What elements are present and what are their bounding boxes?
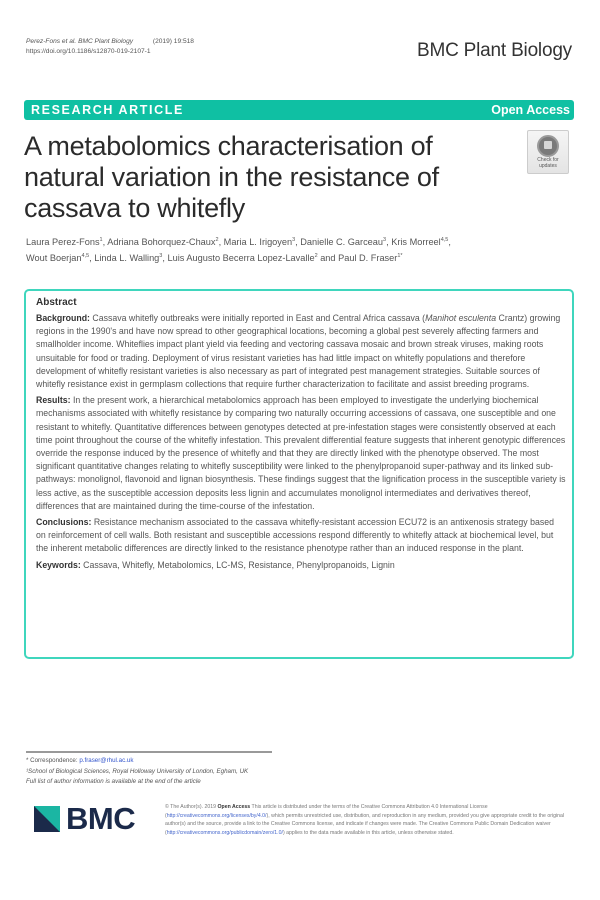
authors-conjunction: and bbox=[320, 253, 336, 264]
author: Luis Augusto Becerra Lopez-Lavalle$^2$ bbox=[167, 253, 318, 264]
section-label: Results: bbox=[36, 395, 71, 406]
check-for-updates-line2: updates bbox=[539, 162, 557, 169]
author: Danielle C. Garceau$^3$ bbox=[300, 237, 387, 248]
license-statement: © The Author(s). 2019 Open Access This article is distributed under the terms of the Creative Commons Attribution 4.0 International License (http://creativecommons.org/licenses/by/4.0/), which permits unrestricted use, distribution, and reproduction in any medium, provided you give appropriate credit to the original author(s) and the source, provide a link to the Creative Commons license, and indicate if changes were made. The Creative Commons Public Domain Dedication waiver (http://creativecommons.org/publicdomain/zero/1.0/) applies to the data made available in this article, unless otherwise stated. bbox=[165, 804, 565, 836]
section-label: Background: bbox=[36, 313, 90, 323]
doi-link[interactable]: https://doi.org/10.1186/s12870-019-2107-1 bbox=[26, 48, 151, 55]
article-type-banner bbox=[24, 100, 574, 120]
check-for-updates-button[interactable] bbox=[527, 130, 569, 174]
article-type: RESEARCH ARTICLE bbox=[31, 103, 184, 117]
citation-header bbox=[26, 37, 194, 57]
bmc-logo bbox=[34, 801, 136, 836]
article-title: A metabolomics characterisation of natural variation in the resistance of cassava to whitefly bbox=[24, 131, 439, 223]
check-for-updates-line1: Check for bbox=[537, 157, 559, 163]
full-author-info-note: Full list of author information is available at the end of the article bbox=[26, 778, 201, 785]
correspondence: * Correspondence: p.fraser@rhul.ac.uk bbox=[26, 757, 134, 764]
abstract-keywords: Keywords: Cassava, Whitefly, Metabolomics, LC-MS, Resistance, Phenylpropanoids, Lignin bbox=[36, 559, 395, 570]
author: Wout Boerjan$^{4,5}$ bbox=[26, 253, 90, 264]
abstract-heading: Abstract bbox=[36, 297, 77, 308]
citation-authors: Perez-Fons et al. bbox=[26, 38, 77, 45]
open-access-label: Open Access bbox=[491, 103, 570, 117]
bmc-logo-mark-icon bbox=[34, 806, 60, 832]
abstract-results: Results: In the present work, a hierarchical metabolomics approach has been employed to investigate the underlying biochemical mechanisms associated with whitefly resistance by comparing two naturally occurring accessions of cassava, one susceptible and one resistant to whitefly. Quantitative differences between genotypes detected at pre-infestation stages were consistently observed at each time point throughout the course of the whitefly infestation. This prevalent differential feature suggests that inherent genotypic differences override the response induced by the presence of whitefly and that they are directly linked with the phenotype observed. The most significant quantitative changes relating to whitefly susceptibility were linked to the phenylpropanoid super-pathway and its linked sub-pathways: monolignol, flavonoid and lignan biosynthesis. These findings suggest that the lignification process in the susceptible variety is less active, as the susceptible accession deposits less lignin and accumulates monolignol intermediates and derivatives thereof, differences that are maintained during the time-course of the infestation. bbox=[36, 395, 566, 511]
correspondence-email-link[interactable]: p.fraser@rhul.ac.uk bbox=[79, 757, 134, 764]
footnotes bbox=[26, 756, 286, 788]
section-label: Conclusions: bbox=[36, 517, 92, 528]
author: Paul D. Fraser$^{1*}$ bbox=[338, 253, 403, 264]
footnote-divider bbox=[26, 751, 272, 753]
citation-journal: BMC Plant Biology bbox=[78, 38, 134, 45]
citation-year: (2019) 19:518 bbox=[152, 38, 194, 45]
affiliation: ¹School of Biological Sciences, Royal Holloway University of London, Egham, UK bbox=[26, 767, 249, 775]
abstract-box bbox=[24, 289, 574, 659]
author: Kris Morreel$^{4,5}$ bbox=[391, 237, 449, 248]
abstract-background: Background: Cassava whitefly outbreaks were initially reported in East and Central Africa cassava (Manihot esculenta Crantz) growing regions in the 1990's and have now spread to other geographical locations, becoming a global pest severely affecting farmers and smallholder income. Whiteflies impact plant yield via feeding and vectoring cassava mosaic and brown streak viruses, making roots unsuitable for food or trading. Deployment of virus resistant varieties has had little impact on whitefly populations and therefore development of whitefly resistant varieties is also necessary as part of integrated pest management strategies. Suitable sources of whitefly resistance exist in germplasm collections that require further characterization to facilitate and assist breeding programs. bbox=[36, 313, 561, 390]
section-label: Keywords: bbox=[36, 559, 81, 570]
cc-zero-link[interactable]: http://creativecommons.org/publicdomain/zero/1.0/ bbox=[166, 829, 283, 836]
bookmark-icon bbox=[537, 135, 559, 157]
author-list: Laura Perez-Fons$^1$, Adriana Bohorquez-Chaux$^2$, Maria L. Irigoyen$^3$, Danielle C. Garceau$^3$, Kris Morreel$^{4,5}$, Wout Boerjan$^{4,5}$, Linda L. Walling$^3$, Luis Augusto Becerra Lopez-Lavalle$^2$ and Paul D. Fraser$^{1*}$ bbox=[26, 237, 451, 264]
cc-by-license-link[interactable]: http://creativecommons.org/licenses/by/4.0/ bbox=[166, 812, 267, 819]
abstract-conclusions: Conclusions: Resistance mechanism associated to the cassava whitefly-resistant accession ECU72 is an antixenosis strategy based on reinforcement of cell walls. Both resistant and susceptible accessions respond differently to whitefly attack at biochemical level, but the inherent metabolic differences are directly linked to the resistance phenotype rather than an induced response in the plant. bbox=[36, 517, 554, 554]
author: Linda L. Walling$^3$ bbox=[94, 253, 163, 264]
author: Adriana Bohorquez-Chaux$^2$ bbox=[107, 237, 219, 248]
bmc-logo-text: BMC bbox=[66, 801, 136, 836]
journal-name: BMC Plant Biology bbox=[416, 40, 572, 61]
citation-line bbox=[26, 37, 194, 47]
author: Maria L. Irigoyen$^3$ bbox=[223, 237, 296, 248]
author: Laura Perez-Fons$^1$ bbox=[26, 237, 103, 248]
